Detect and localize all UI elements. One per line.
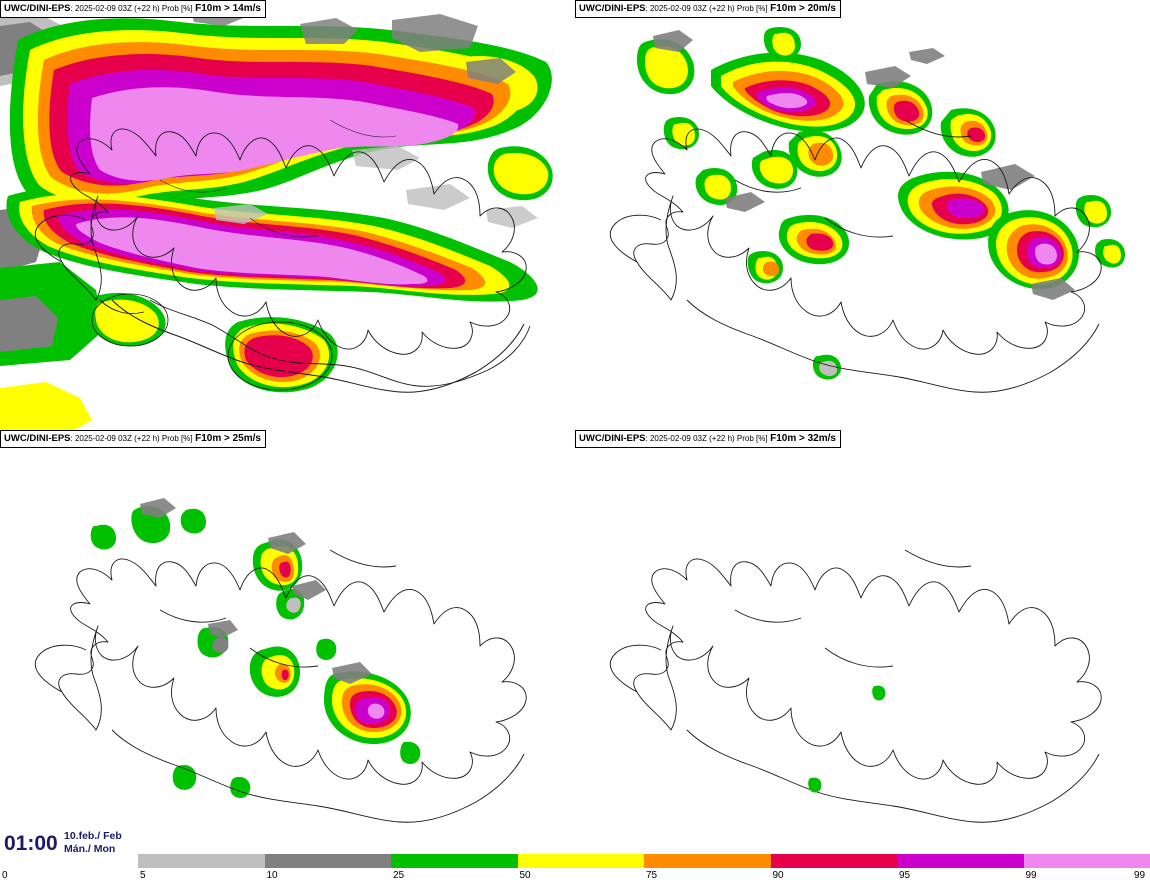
colorbar-tick: 75 (646, 870, 658, 881)
panel-prob-20ms[interactable] (575, 0, 1150, 430)
colorbar-swatch (771, 854, 898, 868)
panel-prob-14ms[interactable] (0, 0, 575, 430)
panel-variable-label: F10m > 20m/s (770, 3, 836, 14)
colorbar-swatch (644, 854, 771, 868)
panel-prob-25ms[interactable] (0, 430, 575, 860)
panel-model-label: UWC/DINI-EPS (4, 433, 71, 444)
panel-run-label: 2025-02-09 03Z (+22 h) Prob [%] (74, 4, 193, 13)
panel-prob-32ms[interactable] (575, 430, 1150, 860)
map-image-14ms (0, 0, 575, 430)
footer-bar (0, 827, 1150, 891)
colorbar-swatch (518, 854, 645, 868)
panel-model-label: UWC/DINI-EPS (4, 3, 71, 14)
panel-run-label: 2025-02-09 03Z (+22 h) Prob [%] (74, 434, 193, 443)
colorbar-tick: 5 (140, 870, 146, 881)
valid-time-clock: 01:00 (4, 832, 58, 855)
panel-run-label: 2025-02-09 03Z (+22 h) Prob [%] (649, 4, 768, 13)
colorbar-swatch (897, 854, 1024, 868)
colorbar-swatch (1024, 854, 1150, 868)
colorbar-tick: 25 (393, 870, 405, 881)
panel-title-25ms: UWC/DINI-EPS: 2025-02-09 03Z (+22 h) Prob [%] F10m > 25m/s (0, 430, 266, 448)
colorbar-tick: 50 (519, 870, 531, 881)
valid-date-line1: 10.feb./ Feb (64, 830, 122, 842)
colorbar-tick-labels (0, 870, 1150, 884)
panel-variable-label: F10m > 14m/s (195, 3, 261, 14)
map-image-25ms (0, 430, 575, 860)
panel-variable-label: F10m > 25m/s (195, 433, 261, 444)
panel-title-14ms: UWC/DINI-EPS: 2025-02-09 03Z (+22 h) Prob [%] F10m > 14m/s (0, 0, 266, 18)
panel-variable-label: F10m > 32m/s (770, 433, 836, 444)
panel-title-32ms: UWC/DINI-EPS: 2025-02-09 03Z (+22 h) Prob [%] F10m > 32m/s (575, 430, 841, 448)
valid-time-box (0, 827, 138, 863)
valid-date-line2: Mán./ Mon (64, 843, 116, 855)
colorbar-tick: 95 (899, 870, 911, 881)
colorbar-tick: 10 (266, 870, 278, 881)
colorbar-swatch (391, 854, 518, 868)
panel-model-label: UWC/DINI-EPS (579, 433, 646, 444)
colorbar-tick-max: 99 (1134, 870, 1146, 881)
colorbar-tick: 90 (772, 870, 784, 881)
map-image-20ms (575, 0, 1150, 430)
panel-model-label: UWC/DINI-EPS (579, 3, 646, 14)
colorbar-swatch (265, 854, 392, 868)
map-image-32ms (575, 430, 1150, 860)
valid-date-label (64, 830, 122, 856)
colorbar-zero-label: 0 (2, 870, 8, 881)
probability-colorbar (138, 854, 1150, 868)
colorbar-tick: 99 (1025, 870, 1037, 881)
panel-run-label: 2025-02-09 03Z (+22 h) Prob [%] (649, 434, 768, 443)
colorbar-swatch (138, 854, 265, 868)
panel-title-20ms: UWC/DINI-EPS: 2025-02-09 03Z (+22 h) Prob [%] F10m > 20m/s (575, 0, 841, 18)
